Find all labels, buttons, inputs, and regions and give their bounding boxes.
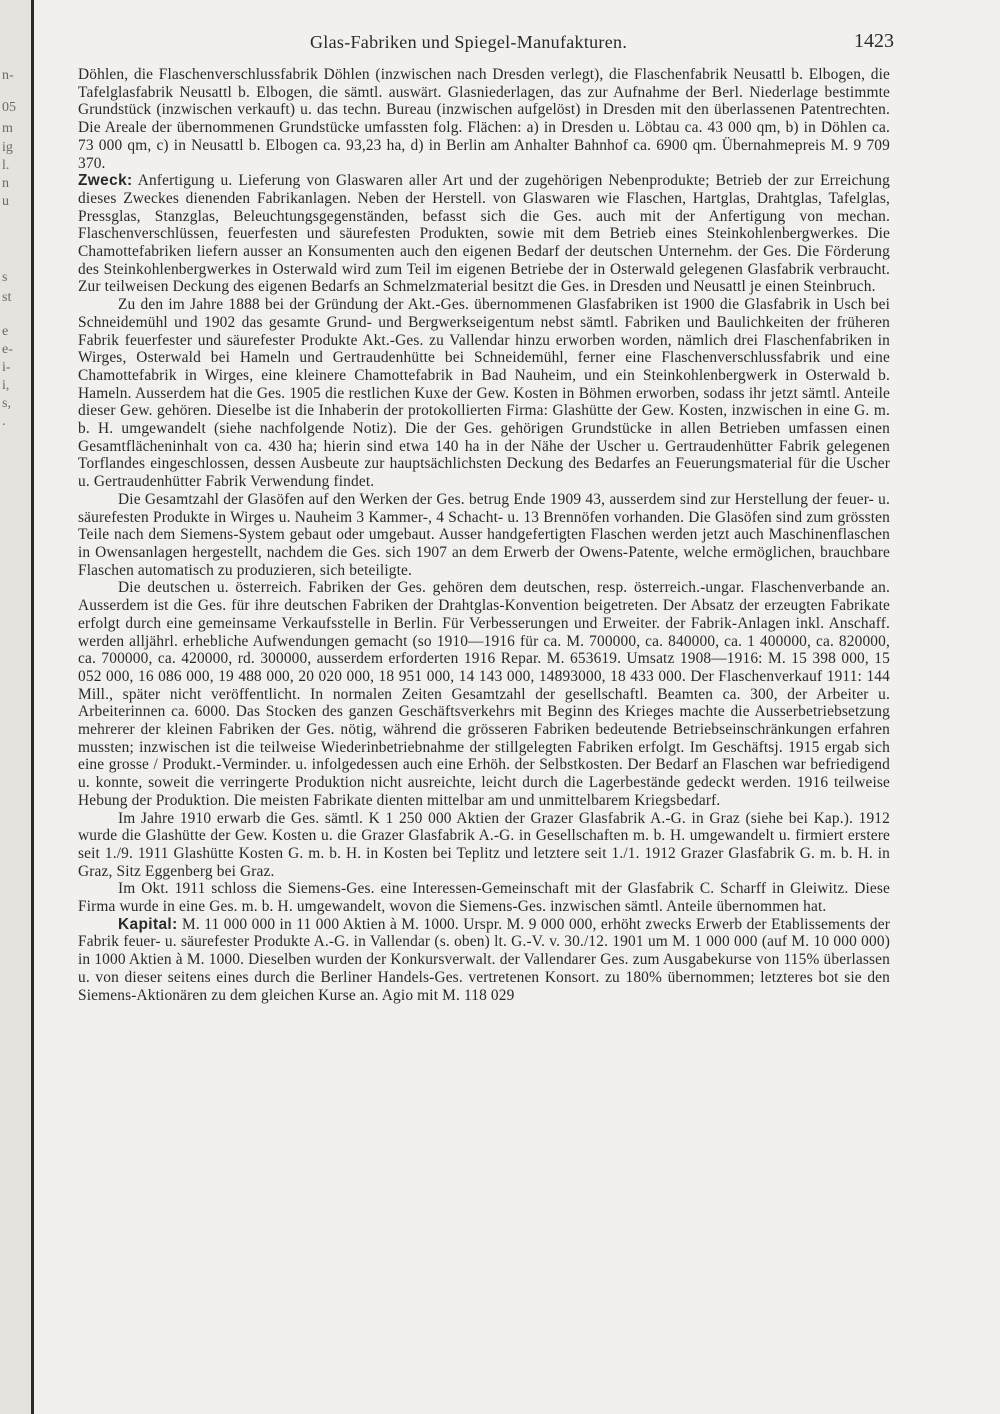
margin-fragment: i,: [2, 378, 10, 393]
paragraph: [78, 66, 890, 172]
running-title: Glas-Fabriken und Spiegel-Manufakturen.: [310, 32, 628, 52]
paragraph-text: Döhlen, die Flaschenverschlussfabrik Döhlen (inzwischen nach Dresden verlegt), die Flaschenfabrik Neusattl b. Elbogen, die Tafelglasfabrik Neusattl b. Elbogen, die sämtl. auswärt. Glasniederlagen, das zur Aufnahme der Berl. Niederlage bestimmte Grundstück (inzwischen verkauft) u. das techn. Bureau (inzwischen aufgelöst) in Dresden mit den überlassenen Patentrechten. Die Areale der übernommenen Grundstücke umfassten folg. Flächen: a) in Dresden u. Löbtau ca. 43 000 qm, b) in Döhlen ca. 73 000 qm, c) in Neusattl b. Elbogen ca. 93,23 ha, d) in Berlin am Anhalter Bahnhof ca. 6900 qm. Übernahmepreis M. 9 709 370.: [78, 66, 890, 172]
page-number: 1423: [854, 30, 894, 52]
margin-fragment: s,: [2, 396, 11, 411]
margin-fragment: l.: [2, 158, 10, 173]
section-lead: Zweck:: [78, 172, 133, 190]
paragraph: [78, 172, 890, 296]
paragraph-text: Zu den im Jahre 1888 bei der Gründung der Akt.-Ges. übernommenen Glasfabriken ist 1900 die Glasfabrik in Usch bei Schneidemühl und 1902 das gesamte Grund- und Bergwerkseigentum nebst sämtl. Fabriken und Baulichkeiten der früheren Fabrik feuerfester und säurefester Produkte Akt.-Ges. zu Vallendar hinzu erworben worden, nämlich drei Flaschenfabriken in Wirges, Osterwald bei Hameln und Gertraudenhütte bei Schneidemühl, ferner eine Flaschenverschlussfabrik und eine Chamottefabrik in Wirges, eine kleinere Chamottefabrik in Bad Nauheim, und ein Steinkohlenbergwerk in Osterwald b. Hameln. Ausserdem hat die Ges. 1905 die restlichen Kuxe der Gew. Kosten in Böhmen erworben, sodass ihr jetzt sämtl. Anteile dieser Gew. gehören. Dieselbe ist die Inhaberin der protokollierten Firma: Glashütte der Gew. Kosten, inzwischen in eine G. m. b. H. umgewandelt (siehe nachfolgende Notiz). Die der Ges. gehörigen Grundstücke in allen Betrieben umfassen einen Gesamtflächeninhalt von ca. 430 ha; hierin sind etwa 140 ha in der Nähe der Uscher u. Gertraudenhütter Fabrik gelegenen Torflandes eingeschlossen, dessen Ausbeute zur hauptsächlichsten Deckung des Bedarfes an Feuerungsmaterial für die Uscher u. Gertraudenhütter Fabrik Verwendung findet.: [78, 296, 890, 491]
margin-fragment: e: [2, 324, 9, 339]
paragraph-text: Im Okt. 1911 schloss die Siemens-Ges. eine Interessen-Gemeinschaft mit der Glasfabrik C. Scharff in Gleiwitz. Diese Firma wurde in eine Ges. m. b. H. umgewandelt, wovon die Siemens-Ges. inzwischen sämtl. Anteile übernommen hat.: [78, 880, 890, 916]
paragraph: [78, 916, 890, 1005]
adjacent-page-edge: [0, 0, 34, 1414]
margin-fragment: u: [2, 194, 9, 209]
margin-fragment: e-: [2, 342, 13, 357]
paragraph-text: Im Jahre 1910 erwarb die Ges. sämtl. K 1 250 000 Aktien der Grazer Glasfabrik A.-G. in Graz (siehe bei Kap.). 1912 wurde die Glashütte der Gew. Kosten u. die Grazer Glasfabrik A.-G. in Gesellschaften m. b. H. umgewandelt u. firmiert erstere seit 1./9. 1911 Glashütte Kosten G. m. b. H. in Kosten bei Teplitz und letztere seit 1./1. 1912 Grazer Glasfabrik G. m. b. H. in Graz, Sitz Eggenberg bei Graz.: [78, 809, 890, 880]
paragraph: [78, 491, 890, 580]
margin-fragment: .: [2, 414, 6, 429]
document-body: [78, 66, 890, 1004]
page-header: [78, 30, 892, 60]
paragraph-text: Die deutschen u. österreich. Fabriken der Ges. gehören dem deutschen, resp. österreich.-ungar. Flaschenverbande an. Ausserdem ist die Ges. für ihre deutschen Fabriken der Drahtglas-Konvention beigetreten. Der Absatz der erzeugten Fabrikate erfolgt durch eine gemeinsame Verkaufsstelle in Berlin. Für Verbesserungen und Erweiter. der Fabrik-Anlagen inkl. Anschaff. werden alljährl. erhebliche Aufwendungen gemacht (so 1910—1916 für ca. M. 700000, ca. 840000, ca. 1 400000, ca. 820000, ca. 700000, ca. 420000, rd. 300000, ausserdem erforderten 1916 Repar. M. 653619. Umsatz 1908—1916: M. 15 398 000, 15 052 000, 16 086 000, 19 488 000, 20 020 000, 18 951 000, 14 143 000, 14893000, 18 433 000. Der Flaschenverkauf 1911: 144 Mill., später nicht veröffentlicht. In normalen Zeiten Gesamtzahl der gesellschaftl. Beamten ca. 300, der Arbeiter u. Arbeiterinnen ca. 6000. Das Stocken des ganzen Geschäftsverkehrs mit Beginn des Krieges machte die Ausserbetriebsetzung mehrerer der kleinen Fabriken der Ges. nötig, während die grösseren Fabriken bedeutende Betriebseinschränkungen erfahren mussten; inzwischen ist die teilweise Wiederinbetriebnahme der stillgelegten Fabriken erfolgt. Im Geschäftsj. 1915 ergab sich eine grosse / Produkt.-Verminder. u. infolgedessen auch eine Erhöh. der Selbstkosten. Der Bedarf an Flaschen war befriedigend u. konnte, soweit die verringerte Produktion nicht ausreichte, leicht durch die Lagerbestände gedeckt werden. 1916 teilweise Hebung der Produktion. Die meisten Fabrikate dienten mittelbar am und unmittelbarem Kriegsbedarf.: [78, 579, 890, 809]
paragraph: [78, 579, 890, 809]
paragraph: [78, 810, 890, 881]
margin-fragment: ig: [2, 140, 13, 155]
margin-fragment: st: [2, 290, 12, 305]
margin-fragment: n-: [2, 68, 14, 83]
section-lead: Kapital:: [118, 915, 178, 933]
margin-fragment: n: [2, 176, 9, 191]
paragraph: [78, 296, 890, 491]
paragraph-text: Anfertigung u. Lieferung von Glaswaren aller Art und der zugehörigen Nebenprodukte; Betrieb der zur Erreichung dieses Zweckes dienenden Fabrikanlagen. Neben der Herstell. von Glaswaren wie Flaschen, Hartglas, Drahtglas, Tafelglas, Pressglas, Stanzglas, Beleuchtungsgegenständen, befasst sich die Ges. auch mit der Anfertigung von mechan. Flaschenverschlüssen, feuerfesten und säurefesten Produkten, sowie mit dem Betrieb eines Steinkohlenbergwerkes. Die Chamottefabriken liefern ausser an Konsumenten auch den eigenen Bedarf der deutschen Unternehm. der Ges. Die Förderung des Steinkohlenbergwerkes in Osterwald wird zum Teil im eigenen Betriebe der in Osterwald gelegenen Glasfabrik verbraucht. Zur teilweisen Deckung des eigenen Bedarfs an Schmelzmaterial besitzt die Ges. in Dresden und Neusattl je einen Steinbruch.: [78, 172, 890, 296]
paragraph: [78, 880, 890, 915]
paragraph-text: Die Gesamtzahl der Glasöfen auf den Werken der Ges. betrug Ende 1909 43, ausserdem sind zur Herstellung der feuer- u. säurefesten Produkte in Wirges u. Nauheim 3 Kammer-, 4 Schacht- u. 13 Brennöfen vorhanden. Die Glasöfen sind zum grössten Teile nach dem Siemens-System gebaut oder umgebaut. Ausser handgefertigten Flaschen werden jetzt auch Maschinenflaschen in Owensanlagen hergestellt, nachdem die Ges. sich 1907 an dem Erwerb der Owens-Patente, welche ermöglichen, brauchbare Flaschen automatisch zu produzieren, sich beteiligte.: [78, 490, 890, 579]
paragraph-text: M. 11 000 000 in 11 000 Aktien à M. 1000. Urspr. M. 9 000 000, erhöht zwecks Erwerb der Etablissements der Fabrik feuer- u. säurefester Produkte A.-G. in Vallendar (s. oben) lt. G.-V. v. 30./12. 1901 um M. 1 000 000 (auf M. 10 000 000) in 1000 Aktien à M. 1000. Dieselben wurden der Konkursverwalt. der Vallendarer Ges. zum Ausgabekurse von 115% überlassen u. von dieser seitens eines durch die Berliner Handels-Ges. vertretenen Konsort. zu 180% übernommen; letzteres bot sie den Siemens-Aktionären zu dem gleichen Kurse an. Agio mit M. 118 029: [78, 915, 890, 1004]
margin-fragment: 05: [2, 100, 16, 115]
margin-fragment: m: [2, 121, 13, 136]
margin-fragment: s: [2, 270, 8, 285]
margin-fragment: i-: [2, 360, 11, 375]
